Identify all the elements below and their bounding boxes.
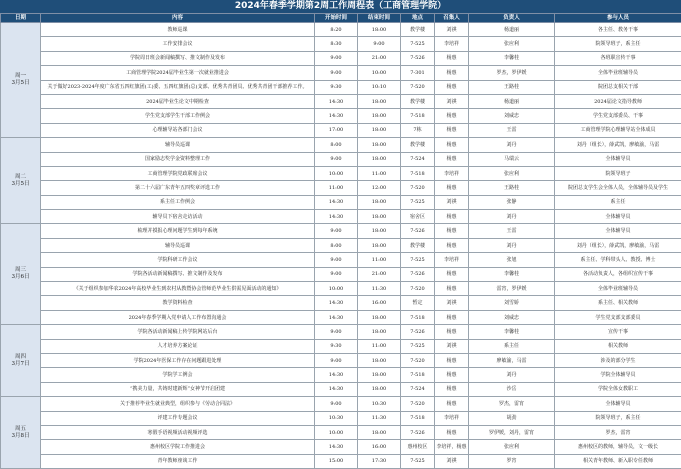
table-row [1,411,681,425]
start-cell: 10:00 [315,425,358,439]
convener-cell: 杨惠 [435,353,469,367]
place-cell: 7-518 [401,368,435,382]
convener-cell: 杨惠 [435,138,469,152]
participants-cell: 院团总支相关干部 [555,80,681,94]
end-cell: 10:10 [358,80,401,94]
end-cell: 16:00 [358,440,401,454]
content-cell: 评建工作专题会议 [41,411,315,425]
start-cell: 8:00 [315,138,358,152]
end-cell: 18:00 [358,425,401,439]
table-row [1,23,681,37]
participants-cell: 系主任、学科带头人、教授、博士 [555,253,681,267]
table-row [1,253,681,267]
place-cell: 7-520 [401,80,435,94]
content-cell: 学院学工例会 [41,368,315,382]
table-row [1,109,681,123]
end-cell: 11:00 [358,166,401,180]
start-cell: 14:30 [315,109,358,123]
table-row [1,51,681,65]
convener-cell: 李培祥 [435,411,469,425]
start-cell: 9:00 [315,325,358,339]
content-cell: 学院科研工作会议 [41,253,315,267]
content-cell: 工作安排会议 [41,37,315,51]
place-cell: 教学楼 [401,23,435,37]
convener-cell: 刘祺 [435,94,469,108]
start-cell: 10:00 [315,166,358,180]
owner-cell: 李馨桂 [469,325,555,339]
content-cell: 学生党支部学生干部工作例会 [41,109,315,123]
participants-cell: 系主任、相关教师 [555,296,681,310]
content-cell: 教学资料检查 [41,296,315,310]
end-cell: 18:00 [358,123,401,137]
owner-cell: 罗宵 [469,454,555,468]
participants-cell: 各主任、教务干事 [555,23,681,37]
table-row [1,238,681,252]
participants-cell: 院领导班子，系主任 [555,37,681,51]
owner-cell: 沙岳 [469,382,555,396]
participants-cell: 宣传干事 [555,325,681,339]
place-cell: 7-520 [401,353,435,367]
participants-cell: 刘丹（组长），薛武凯，廖敏渝，马雷 [555,138,681,152]
table-row [1,368,681,382]
end-cell: 18:00 [358,325,401,339]
convener-cell: 杨惠 [435,80,469,94]
owner-cell: 王雷 [469,123,555,137]
convener-cell: 李培祥 [435,253,469,267]
owner-cell: 刘雪娇 [469,296,555,310]
convener-cell: 杨惠 [435,425,469,439]
table-row [1,296,681,310]
convener-cell: 杨惠 [435,282,469,296]
weekday-label: 周三 [2,267,39,274]
participants-cell: 全体辅导员 [555,152,681,166]
participants-cell: 学院全体辅导员 [555,368,681,382]
header-end: 结束时间 [358,14,401,23]
owner-cell: 马瑞云 [469,152,555,166]
participants-cell: 全体辅导员 [555,224,681,238]
day-cell [1,325,41,397]
day-cell [1,23,41,138]
table-row [1,224,681,238]
start-cell: 8:00 [315,238,358,252]
page-title: 2024年春季学期第2周工作周程表（工商管理学院） [0,0,681,13]
owner-cell: 系主任 [469,339,555,353]
table-row [1,37,681,51]
day-cell [1,224,41,325]
end-cell: 18:00 [358,109,401,123]
convener-cell: 刘祺 [435,296,469,310]
place-cell: 7-525 [401,339,435,353]
header-participants: 参与人员 [555,14,681,23]
place-cell: 7-518 [401,411,435,425]
start-cell: 9:00 [315,152,358,166]
schedule-body [1,23,681,469]
end-cell: 11:30 [358,282,401,296]
end-cell: 18:00 [358,23,401,37]
participants-cell: 2024届论文指导教师 [555,94,681,108]
place-cell: 7-525 [401,454,435,468]
end-cell: 9:00 [358,37,401,51]
participants-cell: 工商管理学院心理辅导站全体成员 [555,123,681,137]
table-row [1,166,681,180]
end-cell: 18:00 [358,224,401,238]
participants-cell: 学生党支部支部委员 [555,310,681,324]
end-cell: 21:00 [358,51,401,65]
start-cell: 14:30 [315,296,358,310]
table-row [1,66,681,80]
start-cell: 9:00 [315,224,358,238]
convener-cell: 杨惠 [435,224,469,238]
start-cell: 9:00 [315,253,358,267]
content-cell: 学院周日班会新闻稿撰写、推文制作及发布 [41,51,315,65]
end-cell: 11:00 [358,253,401,267]
owner-cell: 杨道丽 [469,94,555,108]
date-label: 3月6日 [2,274,39,281]
start-cell: 17:00 [315,123,358,137]
owner-cell: 刘丹 [469,368,555,382]
weekday-label: 周一 [2,73,39,80]
participants-cell: 全体毕业班辅导员 [555,282,681,296]
end-cell: 10:30 [358,397,401,411]
content-cell: 寒假手语视频活动视频评选 [41,425,315,439]
participants-cell: 系主任 [555,195,681,209]
content-cell: 《关于组织参加华农2024年高校毕业生到农村从教暨协会管师范毕业生供需见面活动的通知》 [41,282,315,296]
convener-cell: 杨惠 [435,382,469,396]
content-cell: 学院各活动新闻稿撰写、推文制作及发布 [41,267,315,281]
participants-cell: 刘丹（组长），薛武凯，廖敏渝，马雷 [555,238,681,252]
owner-cell: 张静 [469,195,555,209]
participants-cell: 罗杰，雷宵 [555,425,681,439]
content-cell: 梳理并摸报心理问题学生到每年系统 [41,224,315,238]
day-cell [1,138,41,224]
place-cell: 暂定 [401,296,435,310]
header-convener: 召集人 [435,14,469,23]
convener-cell: 杨惠 [435,267,469,281]
content-cell: 教师巡课 [41,23,315,37]
end-cell: 12:00 [358,181,401,195]
table-row [1,310,681,324]
convener-cell: 杨惠 [435,210,469,224]
convener-cell: 杨惠 [435,310,469,324]
start-cell: 8:20 [315,23,358,37]
owner-cell: 刘威忠 [469,310,555,324]
place-cell: 7-520 [401,397,435,411]
date-label: 3月7日 [2,361,39,368]
convener-cell: 刘祺 [435,23,469,37]
content-cell: 学院2024年医保工作存在问题跟进处理 [41,353,315,367]
owner-cell: 张应利 [469,37,555,51]
participants-cell: 学院全体女教职工 [555,382,681,396]
convener-cell: 刘祺 [435,339,469,353]
place-cell: 宿舍区 [401,210,435,224]
header-owner: 负责人 [469,14,555,23]
owner-cell: 刘丹 [469,138,555,152]
owner-cell: 张旭 [469,253,555,267]
place-cell: 7-520 [401,282,435,296]
end-cell: 18:00 [358,195,401,209]
participants-cell: 相关教师 [555,339,681,353]
participants-cell: 惠州校区的教师，辅导员，文一级长 [555,440,681,454]
start-cell: 14:30 [315,210,358,224]
header-content: 内容 [41,14,315,23]
place-cell: 7-520 [401,181,435,195]
place-cell: 7-526 [401,51,435,65]
place-cell: 7-518 [401,109,435,123]
participants-cell: 全体辅导员 [555,210,681,224]
table-row [1,210,681,224]
participants-cell: 院团总支学生会全体人员，全体辅导员及学生 [555,181,681,195]
end-cell: 17:30 [358,454,401,468]
table-row [1,94,681,108]
table-row [1,339,681,353]
start-cell: 9:30 [315,339,358,353]
owner-cell: 胡劲 [469,411,555,425]
convener-cell: 李培祥 [435,166,469,180]
content-cell: 国家励志奖学金资料整理工作 [41,152,315,166]
place-cell: 7-526 [401,267,435,281]
content-cell: 学院各活动新闻稿上传学院网站后台 [41,325,315,339]
end-cell: 16:00 [358,296,401,310]
convener-cell: 李培祥 [435,37,469,51]
place-cell: 7-301 [401,66,435,80]
header-start: 开始时间 [315,14,358,23]
table-row [1,138,681,152]
start-cell: 10:00 [315,282,358,296]
owner-cell: 刘丹 [469,238,555,252]
place-cell: 7-524 [401,152,435,166]
content-cell: 关于做好2023-2024年度广东省五四红旗团(工)委、五四红旗团(总)支部、优秀共青团员、优秀共青团干部推荐工作。 [41,80,315,94]
end-cell: 18:00 [358,138,401,152]
owner-cell: 张应利 [469,166,555,180]
table-row [1,397,681,411]
participants-cell: 相关青年教师、新入职专任教师 [555,454,681,468]
weekday-label: 周五 [2,426,39,433]
convener-cell: 杨惠 [435,109,469,123]
table-row [1,80,681,94]
owner-cell: 刘丹 [469,210,555,224]
owner-cell: 王雷 [469,224,555,238]
start-cell: 9:00 [315,66,358,80]
table-row [1,425,681,439]
content-cell: “携美力量，共铸时建新辉”女神节开启团建 [41,382,315,396]
start-cell: 14:30 [315,382,358,396]
date-label: 3月8日 [2,433,39,440]
content-cell: 辅导员巡课 [41,238,315,252]
start-cell: 9:00 [315,397,358,411]
end-cell: 18:00 [358,353,401,367]
start-cell: 15:00 [315,454,358,468]
participants-cell: 各活动负责人，各组织宣传干事 [555,267,681,281]
participants-cell: 学生党支部委员、干事 [555,109,681,123]
date-label: 3月5日 [2,80,39,87]
start-cell: 11:00 [315,181,358,195]
start-cell: 9:00 [315,353,358,367]
place-cell: 7-518 [401,166,435,180]
table-row [1,440,681,454]
content-cell: 系主任工作例会 [41,195,315,209]
content-cell: 心理辅导站各部门会议 [41,123,315,137]
weekday-label: 周二 [2,174,39,181]
owner-cell: 李馨桂 [469,267,555,281]
place-cell: 7-525 [401,253,435,267]
end-cell: 18:00 [358,152,401,166]
table-row [1,267,681,281]
end-cell: 10:00 [358,66,401,80]
convener-cell: 杨惠 [435,368,469,382]
start-cell: 9:00 [315,267,358,281]
convener-cell: 杨惠 [435,152,469,166]
start-cell: 14:30 [315,440,358,454]
end-cell: 11:00 [358,339,401,353]
participants-cell: 全体辅导员 [555,397,681,411]
content-cell: 辅导员巡课 [41,138,315,152]
content-cell: 2024届毕业生论文中期检查 [41,94,315,108]
content-cell: 青年教师座谈工作 [41,454,315,468]
weekday-label: 周四 [2,354,39,361]
place-cell: 7-525 [401,195,435,209]
content-cell: 关于推荐毕业生就业典型，组织参与《劳动合同法》 [41,397,315,411]
convener-cell: 杨惠 [435,325,469,339]
convener-cell: 杨惠 [435,238,469,252]
participants-cell: 涉及的部分学生 [555,353,681,367]
start-cell: 9:00 [315,51,358,65]
place-cell: 7-518 [401,310,435,324]
content-cell: 2024年春季学期入党申请人工作布置沟通会 [41,310,315,324]
owner-cell: 王路桂 [469,80,555,94]
participants-cell: 全体毕业班辅导员 [555,66,681,80]
table-row [1,181,681,195]
place-cell: 7-524 [401,382,435,396]
content-cell: 辅导员下宿舍走访活动 [41,210,315,224]
place-cell: 7栋 [401,123,435,137]
owner-cell: 杨道丽 [469,23,555,37]
content-cell: 工商管理学院2024届毕业生第一次就业推进会 [41,66,315,80]
place-cell: 教学楼 [401,94,435,108]
place-cell: 教学楼 [401,238,435,252]
table-row [1,454,681,468]
day-cell [1,397,41,469]
start-cell: 14:30 [315,94,358,108]
convener-cell: 杨惠 [435,66,469,80]
header-place: 地点 [401,14,435,23]
convener-cell: 杨惠 [435,181,469,195]
convener-cell: 刘祺 [435,454,469,468]
owner-cell: 雷宵，罗伊媛 [469,282,555,296]
participants-cell: 各班职宣传干事 [555,51,681,65]
owner-cell: 罗伊媛，刘丹，雷宵 [469,425,555,439]
date-label: 3月5日 [2,181,39,188]
header-date: 日期 [1,14,41,23]
owner-cell: 李馨桂 [469,51,555,65]
place-cell: 惠州校区 [401,440,435,454]
start-cell: 10:30 [315,411,358,425]
content-cell: 第二十六届广东青年五四奖章评选工作 [41,181,315,195]
convener-cell: 杨惠 [435,397,469,411]
start-cell: 14:30 [315,310,358,324]
participants-cell: 院领导班子 [555,166,681,180]
table-row [1,353,681,367]
convener-cell: 李培祥，杨惠 [435,440,469,454]
place-cell: 7-526 [401,224,435,238]
start-cell: 9:30 [315,80,358,94]
convener-cell: 刘祺 [435,195,469,209]
schedule-table [0,13,681,469]
owner-cell: 王路桂 [469,181,555,195]
table-row [1,325,681,339]
convener-cell: 杨惠 [435,123,469,137]
table-row [1,382,681,396]
place-cell: 7-525 [401,37,435,51]
owner-cell: 张应利 [469,440,555,454]
content-cell: 惠州校区学院工作推进会 [41,440,315,454]
owner-cell: 刘威忠 [469,109,555,123]
owner-cell: 廖敏渝，马雷 [469,353,555,367]
end-cell: 18:00 [358,210,401,224]
end-cell: 18:00 [358,382,401,396]
content-cell: 工商管理学院党政联席会议 [41,166,315,180]
start-cell: 8:30 [315,37,358,51]
start-cell: 14:30 [315,195,358,209]
table-row [1,195,681,209]
table-row [1,282,681,296]
convener-cell: 杨惠 [435,51,469,65]
table-row [1,123,681,137]
end-cell: 18:00 [358,368,401,382]
header-row [1,14,681,23]
place-cell: 7-526 [401,325,435,339]
place-cell: 7-526 [401,425,435,439]
end-cell: 18:00 [358,238,401,252]
owner-cell: 罗杰，雷宵 [469,397,555,411]
end-cell: 21:00 [358,267,401,281]
end-cell: 18:00 [358,94,401,108]
owner-cell: 罗杰，罗伊媛 [469,66,555,80]
end-cell: 18:00 [358,310,401,324]
content-cell: 人才培养方案论证 [41,339,315,353]
end-cell: 11:30 [358,411,401,425]
participants-cell: 院领导班子，系主任 [555,411,681,425]
start-cell: 14:30 [315,368,358,382]
table-row [1,152,681,166]
place-cell: 教学楼 [401,138,435,152]
